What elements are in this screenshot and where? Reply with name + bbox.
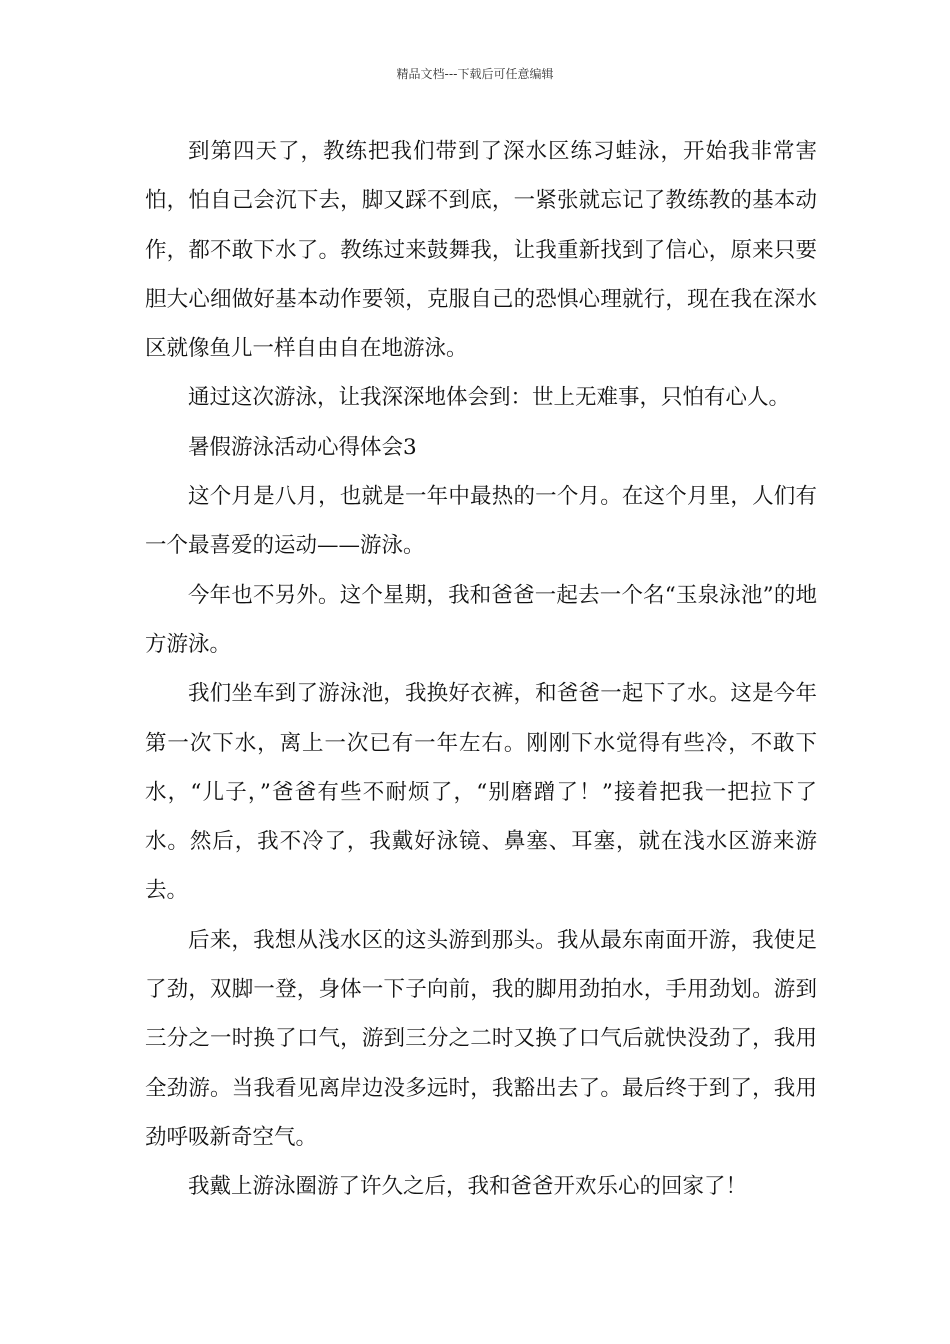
paragraph-yuquan-pool: 今年也不另外。这个星期，我和爸爸一起去一个名“玉泉泳池”的地方游泳。 <box>145 582 817 657</box>
paragraph-getting-in-water: 我们坐车到了游泳池，我换好衣裤，和爸爸一起下了水。这是今年第一次下水，离上一次已有一年左右。刚刚下水觉得有些冷，不敢下水，“儿子，”爸爸有些不耐烦了，“别磨蹭了！”接着把我一把拉下了水。然后，我不冷了，我戴好泳镜、鼻塞、耳塞，就在浅水区游来游去。 <box>145 681 817 904</box>
paragraph-going-home: 我戴上游泳圈游了许久之后，我和爸爸开欢乐心的回家了！ <box>188 1174 748 1200</box>
paragraph-swim-across: 后来，我想从浅水区的这头游到那头。我从最东南面开游，我使足了劲，双脚一登，身体一下子向前，我的脚用劲拍水，手用劲划。游到三分之一时换了口气，游到三分之二时又换了口气后就快没劲了，我用全劲游。当我看见离岸边没多远时，我豁出去了。最后终于到了，我用劲呼吸新奇空气。 <box>145 927 817 1150</box>
section-heading: 暑假游泳活动心得体会3 <box>188 434 417 460</box>
page-header: 精品文档---下载后可任意编辑 <box>396 67 554 81</box>
paragraph-lesson-learned: 通过这次游泳，让我深深地体会到：世上无难事，只怕有心人。 <box>188 385 791 411</box>
paragraph-august-intro: 这个月是八月，也就是一年中最热的一个月。在这个月里，人们有一个最喜爱的运动——游泳。 <box>145 484 817 559</box>
paragraph-deep-water-practice: 到第四天了，教练把我们带到了深水区练习蛙泳，开始我非常害怕，怕自己会沉下去，脚又踩不到底，一紧张就忘记了教练教的基本动作，都不敢下水了。教练过来鼓舞我，让我重新找到了信心，原来只要胆大心细做好基本动作要领，克服自己的恐惧心理就行，现在我在深水区就像鱼儿一样自由自在地游泳。 <box>145 139 817 362</box>
document-body <box>145 127 817 1212</box>
